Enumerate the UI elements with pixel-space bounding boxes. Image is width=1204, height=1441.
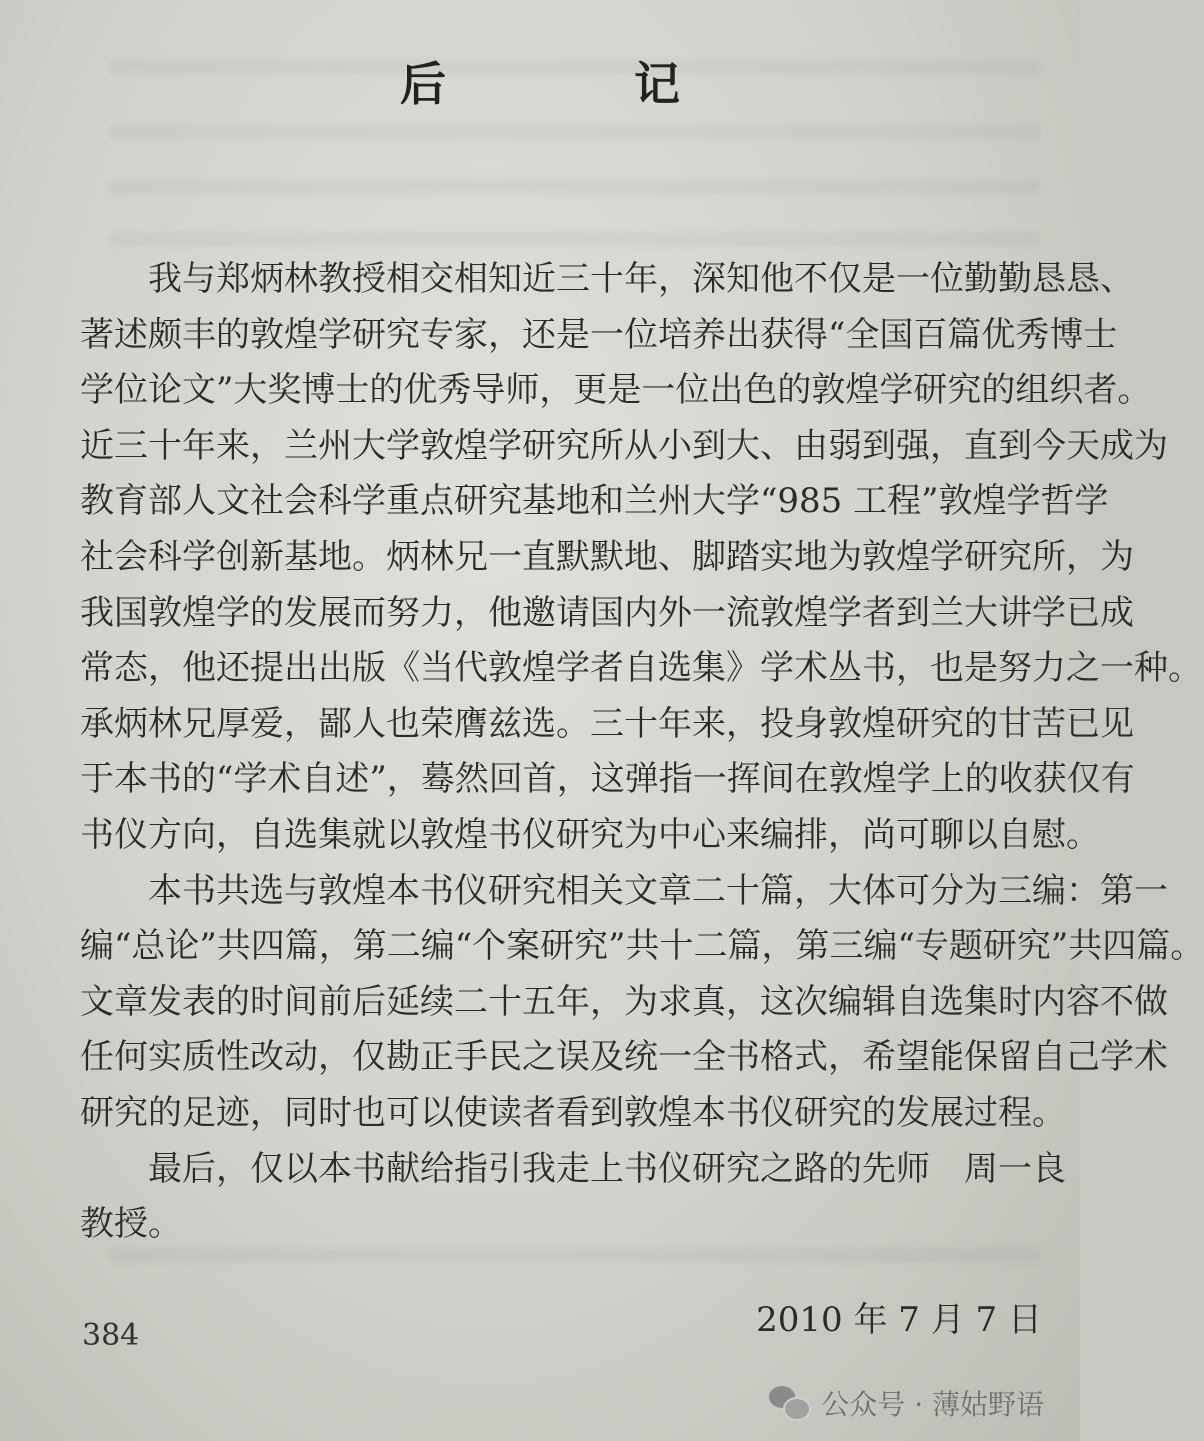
show-through-line bbox=[110, 180, 1040, 194]
text-line: 著述颇丰的敦煌学研究专家，还是一位培养出获得“全国百篇优秀博士 bbox=[80, 314, 1118, 355]
text-line: 常态，他还提出出版《当代敦煌学者自选集》学术丛书，也是努力之一种。 bbox=[80, 648, 1202, 689]
signature-date: 2010 年 7 月 7 日 bbox=[756, 1300, 1042, 1340]
text-line: 社会科学创新基地。炳林兄一直默默地、脚踏实地为敦煌学研究所，为 bbox=[80, 536, 1134, 577]
text-line: 教育部人文社会科学重点研究基地和兰州大学“985 工程”敦煌学哲学 bbox=[80, 481, 1109, 522]
text-line: 教授。 bbox=[80, 1204, 182, 1245]
show-through-line bbox=[110, 232, 1040, 246]
text-line: 任何实质性改动，仅勘正手民之误及统一全书格式，希望能保留自己学术 bbox=[80, 1037, 1168, 1078]
text-line: 近三十年来，兰州大学敦煌学研究所从小到大、由弱到强，直到今天成为 bbox=[80, 425, 1168, 466]
text-line: 研究的足迹，同时也可以使读者看到敦煌本书仪研究的发展过程。 bbox=[80, 1092, 1066, 1133]
text-line: 书仪方向，自选集就以敦煌书仪研究为中心来编排，尚可聊以自慰。 bbox=[80, 814, 1100, 855]
text-line: 最后，仅以本书献给指引我走上书仪研究之路的先师 周一良 bbox=[148, 1148, 1066, 1189]
text-line: 文章发表的时间前后延续二十五年，为求真，这次编辑自选集时内容不做 bbox=[80, 981, 1168, 1022]
text-line: 学位论文”大奖博士的优秀导师，更是一位出色的敦煌学研究的组织者。 bbox=[80, 370, 1152, 411]
body-text bbox=[80, 252, 1204, 1253]
paragraph-2 bbox=[80, 864, 1204, 1142]
text-line: 我国敦煌学的发展而努力，他邀请国内外一流敦煌学者到兰大讲学已成 bbox=[80, 592, 1134, 633]
page-number: 384 bbox=[82, 1318, 140, 1353]
wechat-watermark bbox=[769, 1383, 1044, 1423]
watermark-text: 公众号 · 薄姑野语 bbox=[821, 1388, 1044, 1421]
show-through-line bbox=[110, 125, 1040, 139]
text-line: 编“总论”共四篇，第二编“个案研究”共十二篇，第三编“专题研究”共四篇。 bbox=[80, 926, 1204, 967]
paragraph-1 bbox=[80, 252, 1202, 864]
text-line: 于本书的“学术自述”，蓦然回首，这弹指一挥间在敦煌学上的收获仅有 bbox=[80, 759, 1135, 800]
wechat-icon bbox=[769, 1386, 809, 1420]
text-line: 我与郑炳林教授相交相知近三十年，深知他不仅是一位勤勤恳恳、 bbox=[148, 259, 1134, 299]
text-line: 承炳林兄厚爱，鄙人也荣膺兹选。三十年来，投身敦煌研究的甘苦已见 bbox=[80, 703, 1134, 744]
page-title: 后 记 bbox=[399, 57, 766, 111]
paragraph-3 bbox=[80, 1142, 1066, 1253]
text-line: 本书共选与敦煌本书仪研究相关文章二十篇，大体可分为三编：第一 bbox=[148, 870, 1168, 911]
